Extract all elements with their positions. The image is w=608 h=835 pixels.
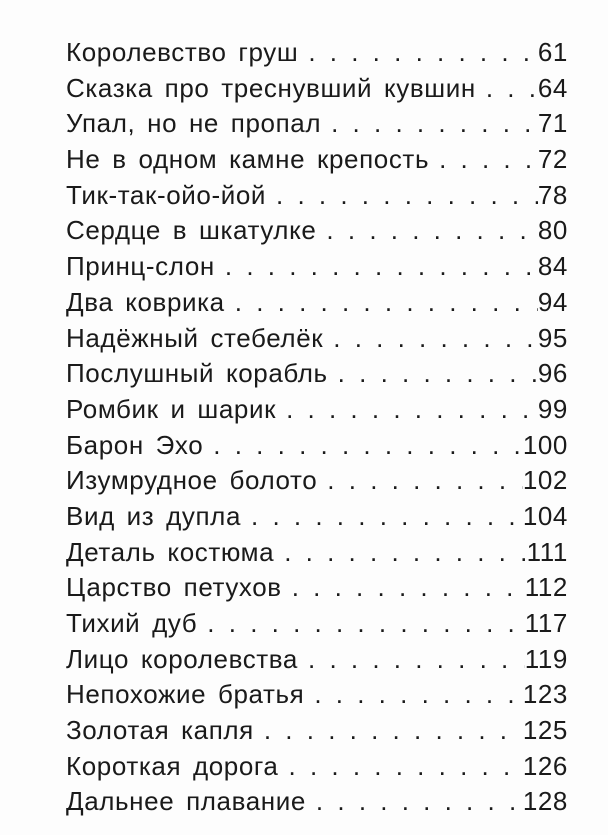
entry-page-number: 112: [524, 572, 568, 603]
entry-page-number: 84: [537, 251, 568, 282]
entry-page-number: 96: [537, 358, 568, 389]
toc-entry: [66, 606, 568, 642]
toc-entry: [66, 142, 568, 178]
entry-page-number: 128: [522, 786, 568, 817]
toc-entry: [66, 570, 568, 606]
entry-page-number: 104: [522, 500, 568, 531]
entry-page-number: 99: [537, 393, 568, 424]
dot-leader: [215, 249, 538, 285]
entry-title: Вид из дупла: [66, 500, 242, 531]
entry-title: Деталь костюма: [66, 536, 275, 567]
toc-entry: [66, 178, 568, 214]
entry-title: Надёжный стебелёк: [66, 322, 324, 353]
entry-title: Ромбик и шарик: [66, 393, 277, 424]
dot-leader: [241, 499, 523, 535]
toc-entry: [66, 713, 568, 749]
dot-leader: [274, 535, 526, 571]
toc-entry: [66, 213, 568, 249]
entry-page-number: 80: [537, 215, 568, 246]
dot-leader: [282, 570, 525, 606]
toc-entry: [66, 392, 568, 428]
toc-entry: [66, 749, 568, 785]
toc-entry: [66, 677, 568, 713]
toc-entry: [66, 71, 568, 107]
entry-page-number: 102: [522, 465, 568, 496]
entry-title: Упал, но не пропал: [66, 108, 322, 139]
entry-title: Изумрудное болото: [66, 465, 318, 496]
dot-leader: [203, 428, 523, 464]
entry-title: Сказка про треснувший кувшин: [66, 72, 476, 103]
entry-title: Не в одном камне крепость: [66, 144, 430, 175]
dot-leader: [328, 356, 538, 392]
dot-leader: [429, 142, 538, 178]
entry-title: Два коврика: [66, 286, 225, 317]
entry-page-number: 119: [524, 643, 568, 674]
dot-leader: [298, 642, 525, 678]
entry-page-number: 126: [522, 750, 568, 781]
dot-leader: [254, 713, 523, 749]
toc-entry: [66, 463, 568, 499]
toc-entry: [66, 642, 568, 678]
entry-title: Сердце в шкатулке: [66, 215, 317, 246]
toc-entry: [66, 35, 568, 71]
dot-leader: [306, 784, 523, 820]
dot-leader: [323, 321, 538, 357]
toc-entry: [66, 784, 568, 820]
entry-page-number: 64: [537, 72, 568, 103]
entry-title: Короткая дорога: [66, 750, 279, 781]
entry-title: Принц-слон: [66, 251, 215, 282]
toc-entry: [66, 356, 568, 392]
entry-page-number: 95: [537, 322, 568, 353]
dot-leader: [317, 463, 523, 499]
dot-leader: [197, 606, 524, 642]
entry-page-number: 61: [537, 37, 568, 67]
entry-title: Послушный корабль: [66, 358, 328, 389]
entry-title: Царство петухов: [66, 572, 282, 603]
entry-title: Тик-так-ойо-йой: [66, 179, 267, 210]
entry-page-number: 71: [537, 108, 568, 139]
dot-leader: [276, 392, 538, 428]
entry-page-number: 111: [526, 536, 568, 567]
entry-page-number: 72: [537, 144, 568, 175]
dot-leader: [266, 178, 538, 214]
entry-page-number: 94: [537, 286, 568, 317]
entry-page-number: 78: [537, 179, 568, 210]
entry-title: Барон Эхо: [66, 429, 204, 460]
dot-leader: [225, 285, 538, 321]
entry-title: Дальнее плавание: [66, 786, 306, 817]
entry-page-number: 123: [522, 679, 568, 710]
entry-title: Непохожие братья: [66, 679, 305, 710]
toc-entry: [66, 428, 568, 464]
dot-leader: [279, 749, 523, 785]
entry-page-number: 117: [524, 608, 568, 638]
dot-leader: [298, 35, 538, 71]
entry-page-number: 125: [522, 715, 568, 746]
toc-entry: [66, 321, 568, 357]
entry-title: Лицо королевства: [66, 643, 298, 674]
toc-entry: [66, 499, 568, 535]
entry-page-number: 100: [522, 429, 568, 460]
dot-leader: [321, 106, 538, 142]
toc-entry: [66, 535, 568, 571]
entry-title: Королевство груш: [66, 37, 299, 67]
toc-entry: [66, 285, 568, 321]
toc-entry: [66, 106, 568, 142]
dot-leader: [476, 71, 538, 107]
entry-title: Тихий дуб: [66, 608, 198, 638]
dot-leader: [316, 213, 537, 249]
entry-title: Золотая капля: [66, 715, 254, 746]
dot-leader: [304, 677, 522, 713]
toc-entry: [66, 249, 568, 285]
table-of-contents: [0, 35, 608, 820]
